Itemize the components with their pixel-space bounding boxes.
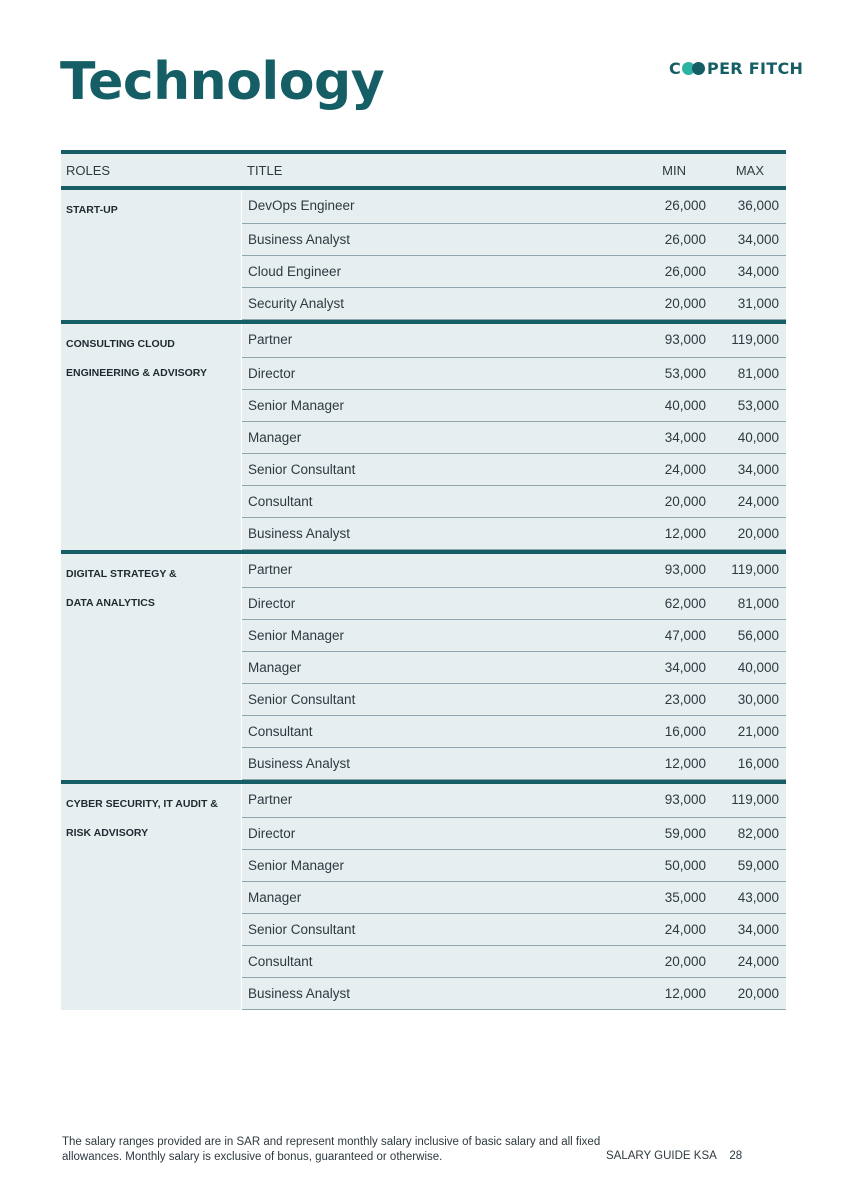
max-salary: 59,000 <box>737 858 779 873</box>
max-salary: 24,000 <box>737 954 779 969</box>
job-title: Consultant <box>248 954 313 969</box>
role-label-line: DATA ANALYTICS <box>66 597 155 609</box>
table-row <box>242 914 786 946</box>
min-salary: 12,000 <box>664 526 706 541</box>
role-label-line: START-UP <box>66 204 118 216</box>
job-title: Senior Consultant <box>248 462 356 477</box>
role-section <box>61 190 786 320</box>
table-row <box>242 518 786 550</box>
min-salary: 93,000 <box>664 332 706 347</box>
job-title: Partner <box>248 792 293 807</box>
min-salary: 34,000 <box>664 430 706 445</box>
role-label-line: ENGINEERING & ADVISORY <box>66 367 207 379</box>
job-title: Manager <box>248 660 302 675</box>
table-row <box>242 422 786 454</box>
max-salary: 81,000 <box>737 366 779 381</box>
role-group-label <box>61 554 241 780</box>
table-row <box>242 554 786 588</box>
max-salary: 16,000 <box>737 756 779 771</box>
max-salary: 81,000 <box>737 596 779 611</box>
table-row <box>242 620 786 652</box>
min-salary: 26,000 <box>664 198 706 213</box>
table-row <box>242 818 786 850</box>
max-salary: 40,000 <box>737 660 779 675</box>
min-salary: 24,000 <box>664 462 706 477</box>
page-number: 28 <box>729 1150 743 1162</box>
page-title: Technology <box>60 52 385 112</box>
job-title: Consultant <box>248 494 313 509</box>
job-title: Senior Manager <box>248 858 345 873</box>
job-title: Business Analyst <box>248 986 351 1001</box>
table-row <box>242 684 786 716</box>
table-body <box>61 190 786 1010</box>
table-row <box>242 324 786 358</box>
job-title: Director <box>248 826 296 841</box>
job-title: Senior Consultant <box>248 692 356 707</box>
min-salary: 59,000 <box>664 826 706 841</box>
min-salary: 53,000 <box>664 366 706 381</box>
max-salary: 56,000 <box>737 628 779 643</box>
max-salary: 34,000 <box>737 232 779 247</box>
min-salary: 50,000 <box>664 858 706 873</box>
role-group-label <box>61 190 241 320</box>
min-salary: 12,000 <box>664 756 706 771</box>
job-title: Director <box>248 596 296 611</box>
max-salary: 30,000 <box>737 692 779 707</box>
min-salary: 47,000 <box>664 628 706 643</box>
table-row <box>242 454 786 486</box>
min-salary: 35,000 <box>664 890 706 905</box>
logo-letter-c: C <box>669 58 682 78</box>
table-row <box>242 850 786 882</box>
header-max: MAX <box>735 163 764 178</box>
max-salary: 34,000 <box>737 922 779 937</box>
job-title: DevOps Engineer <box>248 198 355 213</box>
max-salary: 40,000 <box>737 430 779 445</box>
table-row <box>242 882 786 914</box>
table-row <box>242 652 786 684</box>
max-salary: 31,000 <box>737 296 779 311</box>
min-salary: 40,000 <box>664 398 706 413</box>
job-title: Business Analyst <box>248 756 351 771</box>
max-salary: 53,000 <box>737 398 779 413</box>
table-row <box>242 358 786 390</box>
max-salary: 21,000 <box>737 724 779 739</box>
table-row <box>242 390 786 422</box>
min-salary: 26,000 <box>664 264 706 279</box>
max-salary: 34,000 <box>737 462 779 477</box>
role-group-label <box>61 784 241 1010</box>
page-footer <box>606 1150 742 1162</box>
job-title: Director <box>248 366 296 381</box>
footnote: The salary ranges provided are in SAR and represent monthly salary inclusive of basic salary and all fixed allowances. Monthly salary is exclusive of bonus, guaranteed or otherwise. <box>62 1136 601 1163</box>
role-section <box>61 780 786 1010</box>
table-row <box>242 288 786 320</box>
job-title: Consultant <box>248 724 313 739</box>
min-salary: 20,000 <box>664 296 706 311</box>
max-salary: 20,000 <box>737 526 779 541</box>
job-title: Senior Consultant <box>248 922 356 937</box>
min-salary: 26,000 <box>664 232 706 247</box>
job-title: Senior Manager <box>248 628 345 643</box>
max-salary: 119,000 <box>731 332 779 347</box>
job-title: Security Analyst <box>248 296 345 311</box>
table-row <box>242 748 786 780</box>
min-salary: 24,000 <box>664 922 706 937</box>
max-salary: 82,000 <box>737 826 779 841</box>
table-row <box>242 190 786 224</box>
header-min: MIN <box>662 163 686 178</box>
table-row <box>242 588 786 620</box>
table-row <box>242 946 786 978</box>
min-salary: 23,000 <box>664 692 706 707</box>
header-title: TITLE <box>247 163 283 178</box>
logo-text: PER FITCH <box>707 58 804 78</box>
min-salary: 34,000 <box>664 660 706 675</box>
min-salary: 16,000 <box>664 724 706 739</box>
job-title: Business Analyst <box>248 526 351 541</box>
max-salary: 20,000 <box>737 986 779 1001</box>
min-salary: 20,000 <box>664 954 706 969</box>
role-section <box>61 320 786 550</box>
job-title: Partner <box>248 332 293 347</box>
role-section <box>61 550 786 780</box>
min-salary: 12,000 <box>664 986 706 1001</box>
salary-table <box>61 150 786 1010</box>
min-salary: 93,000 <box>664 562 706 577</box>
job-title: Manager <box>248 430 302 445</box>
job-title: Business Analyst <box>248 232 351 247</box>
min-salary: 93,000 <box>664 792 706 807</box>
job-title: Partner <box>248 562 293 577</box>
min-salary: 62,000 <box>664 596 706 611</box>
header-roles: ROLES <box>66 163 111 178</box>
guide-label: SALARY GUIDE KSA <box>606 1150 717 1162</box>
min-salary: 20,000 <box>664 494 706 509</box>
max-salary: 119,000 <box>731 562 779 577</box>
job-title: Senior Manager <box>248 398 345 413</box>
table-row <box>242 224 786 256</box>
table-row <box>242 784 786 818</box>
role-label-line: CONSULTING CLOUD <box>66 338 175 350</box>
job-title: Cloud Engineer <box>248 264 342 279</box>
max-salary: 36,000 <box>737 198 779 213</box>
max-salary: 24,000 <box>737 494 779 509</box>
brand-logo <box>669 59 803 77</box>
max-salary: 119,000 <box>731 792 779 807</box>
role-label-line: RISK ADVISORY <box>66 827 149 839</box>
table-row <box>242 256 786 288</box>
role-label-line: CYBER SECURITY, IT AUDIT & <box>66 798 218 810</box>
role-group-label <box>61 324 241 550</box>
table-row <box>242 978 786 1010</box>
role-label-line: DIGITAL STRATEGY & <box>66 568 177 580</box>
table-row <box>242 716 786 748</box>
table-header <box>61 150 786 190</box>
max-salary: 34,000 <box>737 264 779 279</box>
job-title: Manager <box>248 890 302 905</box>
max-salary: 43,000 <box>737 890 779 905</box>
logo-circles-icon <box>682 62 705 75</box>
table-row <box>242 486 786 518</box>
